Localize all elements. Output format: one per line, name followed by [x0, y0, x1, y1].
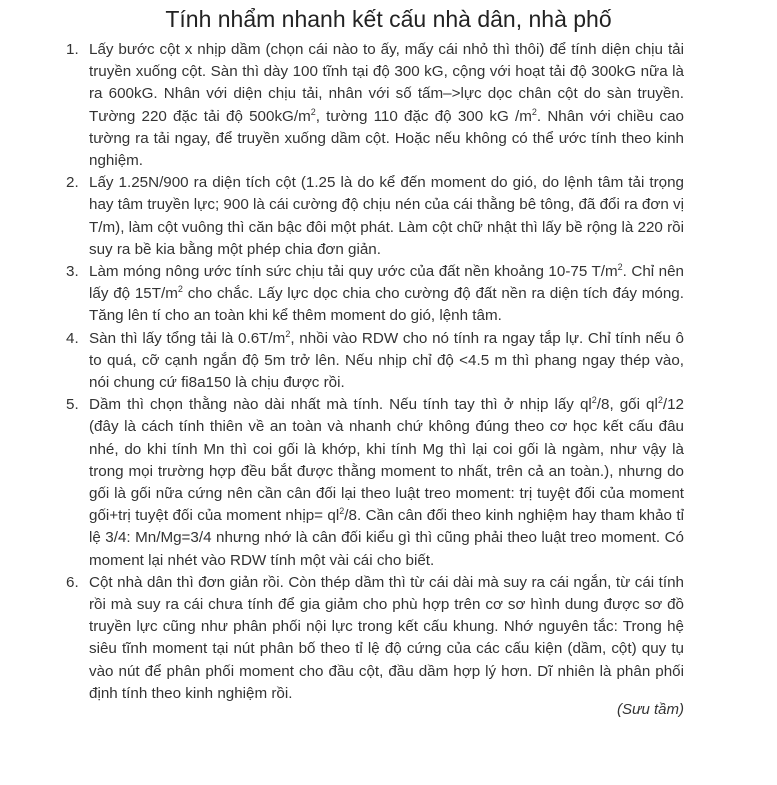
list-item: 6. Cột nhà dân thì đơn giản rồi. Còn thép dầm thì từ cái dài mà suy ra cái ngắn, từ cái tính rồi mà suy ra cái chưa tính để gia giảm cho phù hợp trên cơ sơ hình dung được sơ đồ truyền lực cũng như phân phối nội lực trong kết cấu khung. Nhớ nguyên tắc: Trong hệ siêu tĩnh moment tại nút phân bố theo tỉ lệ độ cứng của các cấu kiện (dầm, cột) quy tụ vào nút để phân phối moment cho đầu cột, đầu dầm hợp lý hơn. Dĩ nhiên là phân phối định tính theo kinh nghiệm rồi.: [66, 573, 684, 702]
item-number: 2.: [66, 174, 79, 192]
item-number: 5.: [66, 396, 79, 414]
list-item: 3. Làm móng nông ước tính sức chịu tải quy ước của đất nền khoảng 10-75 $T/m^2$. Chỉ nên lấy độ $15T/m^2$ cho chắc. Lấy lực dọc chia cho cường độ đất nền ra diện tích đáy móng. Tăng lên tí cho an toàn khi kể thêm moment do gió, lệnh tâm.: [66, 261, 684, 325]
source-attribution: (Sưu tầm): [616, 701, 684, 718]
item-number: 1.: [66, 41, 79, 58]
article-title: Tính nhẩm nhanh kết cấu nhà dân, nhà phố: [165, 6, 612, 32]
list-item: 4. Sàn thì lấy tổng tải là $0.6T/m^2$, nhồi vào RDW cho nó tính ra ngay tắp lự. Chỉ tính nếu ô to quá, cỡ cạnh ngắn độ 5m trở lên. Nếu nhịp chỉ độ <4.5 m thì phang ngay thép vào, nói chung cứ fi8a150 là chịu được rồi.: [66, 328, 684, 392]
item-number: 3.: [66, 263, 79, 281]
list-item: 5. Dầm thì chọn thằng nào dài nhất mà tính. Nếu tính tay thì ở nhịp lấy $ql^2/8$, gối $ql^2/12$ (đây là cách tính thiên về an toàn và nhanh chứ không đúng theo cơ học kết cấu đâu nhé, do khi tính Mn thì coi gối là khớp, khi tính Mg thì lại coi gối là ngàm, như vậy là trong mọi trường hợp đều bắt được thằng moment to nhất, trên cả an toàn.), nhưng do gối là gối nữa cứng nên cần cân đối lại theo luật treo moment: trị tuyệt đối của moment gối+trị tuyệt đối của moment nhịp= $ql^2/8$. Cần cân đối theo kinh nghiệm hay tham khảo tỉ lệ 3/4: Mn/Mg=3/4 nhưng nhớ là cân đối kiểu gì thì cũng phải theo luật treo moment. Có moment lại nhét vào RDW tính một vài cái cho biết.: [66, 395, 684, 569]
list-item: 1. Lấy bước cột x nhịp dầm (chọn cái nào to ấy, mấy cái nhỏ thì thôi) để tính diện chịu tải truyền xuống cột. Sàn thì dày 100 tĩnh tại độ 300 kG, cộng với hoạt tải độ 300kG nữa là ra 600kG. Nhân với diện chịu tải, nhân với số tấm–>lực dọc chân cột do sàn truyền. Tường 220 đặc tải độ $500kG/m^2$, tường 110 đặc độ 300 kG $/m^2$. Nhân với chiều cao tường ra tải ngay, để truyền xuống dầm cột. Hoặc nếu không có thể ước tính theo kinh nghiệm.: [66, 41, 684, 170]
list-item: 2. Lấy 1.25N/900 ra diện tích cột (1.25 là do kể đến moment do gió, do lệnh tâm tải trọng hay tâm truyền lực; 900 là cái cường độ chịu nén của cái thằng bê tông, đã đổi ra đơn vị T/m), làm cột vuông thì căn bậc đôi một phát. Làm cột chữ nhật thì lấy bề rộng là 220 rồi suy ra bề kia bằng một phép chia đơn giản.: [66, 174, 684, 258]
item-number: 4.: [66, 329, 79, 347]
tips-list: [66, 39, 684, 705]
item-number: 6.: [66, 573, 79, 591]
